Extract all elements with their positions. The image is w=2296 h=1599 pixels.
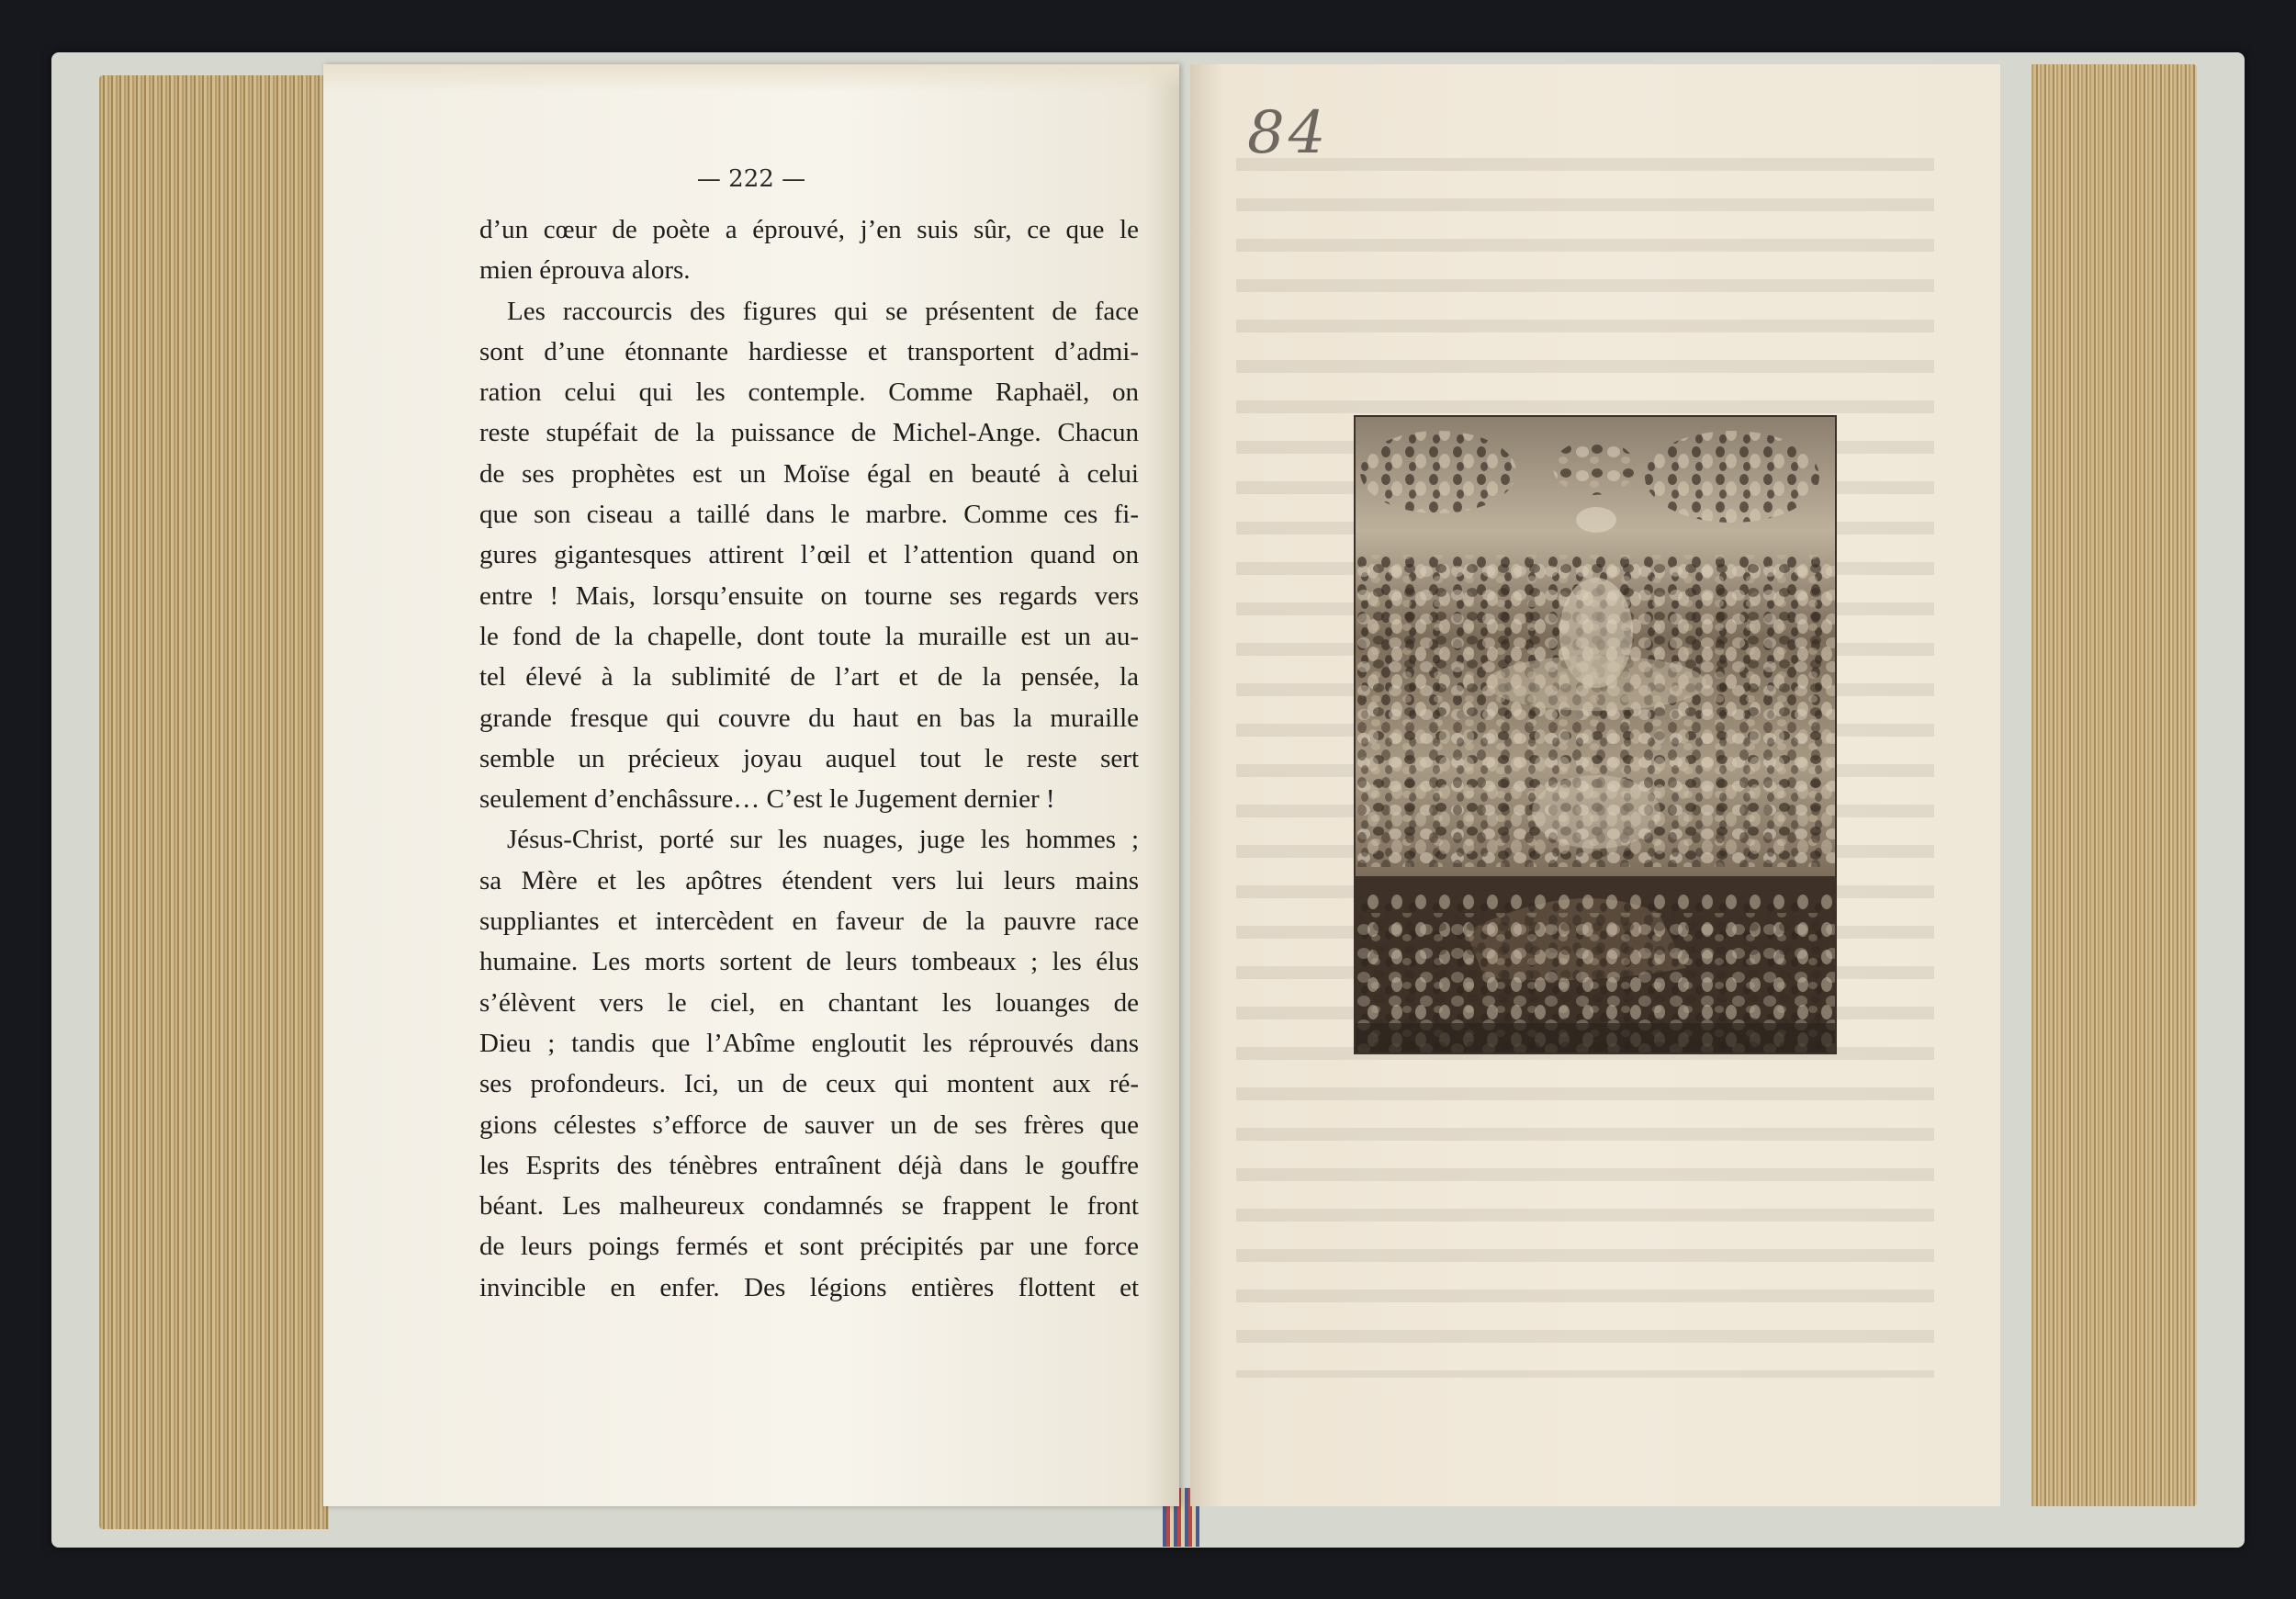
- text-line: d’un cœur de poète a éprouvé, j’en suis sûr, ce que le: [479, 215, 1139, 244]
- left-page-edges: [99, 75, 329, 1529]
- text-line: entre ! Mais, lorsqu’ensuite on tourne ses regards vers: [479, 580, 1139, 611]
- text-line: ses profondeurs. Ici, un de ceux qui montent aux ré-: [479, 1069, 1139, 1099]
- text-line: Jésus-Christ, porté sur les nuages, juge les hommes ;: [507, 825, 1139, 855]
- text-line: reste stupéfait de la puissance de Michel-Ange. Chacun: [479, 418, 1139, 448]
- text-line: sa Mère et les apôtres étendent vers lui leurs mains: [479, 865, 1139, 895]
- handwritten-page-number: 84: [1247, 99, 1330, 167]
- text-line: gions célestes s’efforce de sauver un de ses frères que: [479, 1109, 1139, 1140]
- text-line: ration celui qui les contemple. Comme Raphaël, on: [479, 377, 1139, 408]
- text-line: le fond de la chapelle, dont toute la muraille est un au-: [479, 621, 1139, 651]
- text-line: semble un précieux joyau auquel tout le reste sert: [479, 743, 1139, 773]
- left-page: [323, 64, 1179, 1506]
- right-page-edges: [2032, 64, 2197, 1506]
- text-line: gures gigantesques attirent l’œil et l’attention quand on: [479, 540, 1139, 570]
- left-page-text: [479, 209, 1139, 1308]
- text-line: suppliantes et intercèdent en faveur de la pauvre race: [479, 906, 1139, 937]
- right-page: [1190, 64, 2000, 1506]
- text-line: Les raccourcis des figures qui se présentent de face: [507, 296, 1139, 326]
- text-line: les Esprits des ténèbres entraînent déjà dans le gouffre: [479, 1150, 1139, 1180]
- page-number: — 222 —: [696, 165, 806, 193]
- text-line: humaine. Les morts sortent de leurs tombeaux ; les élus: [479, 947, 1139, 977]
- text-line: grande fresque qui couvre du haut en bas la muraille: [479, 703, 1139, 733]
- text-line: seulement d’enchâssure… C’est le Jugement dernier !: [479, 784, 1055, 815]
- text-line: sont d’une étonnante hardiesse et transportent d’admi-: [479, 336, 1139, 366]
- text-line: de leurs poings fermés et sont précipités par une force: [479, 1232, 1139, 1262]
- text-line: de ses prophètes est un Moïse égal en beauté à celui: [479, 458, 1139, 489]
- text-line: béant. Les malheureux condamnés se frappent le front: [479, 1191, 1139, 1222]
- text-line: mien éprouva alors.: [479, 255, 691, 286]
- text-line: invincible en enfer. Des légions entières flottent et: [479, 1272, 1139, 1302]
- text-line: tel élevé à la sublimité de l’art et de la pensée, la: [479, 662, 1139, 693]
- last-judgment-photograph: [1356, 417, 1835, 1053]
- text-line: Dieu ; tandis que l’Abîme engloutit les réprouvés dans: [479, 1028, 1139, 1058]
- text-line: que son ciseau a taillé dans le marbre. Comme ces fi-: [479, 500, 1139, 530]
- text-line: s’élèvent vers le ciel, en chantant les louanges de: [479, 987, 1139, 1018]
